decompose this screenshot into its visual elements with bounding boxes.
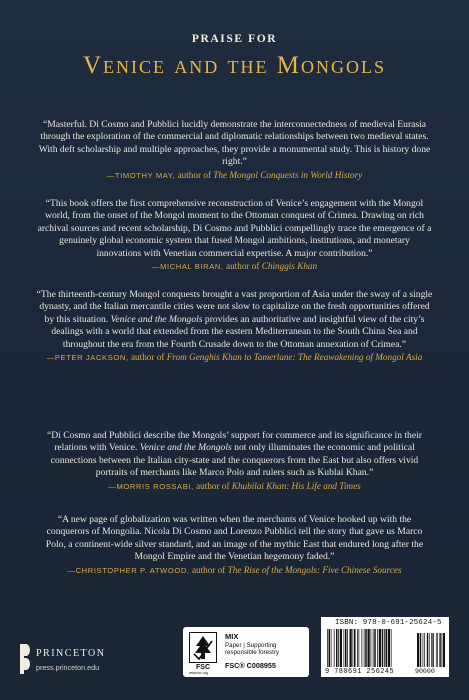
barcode-bar bbox=[371, 629, 372, 667]
barcode-bars bbox=[327, 629, 445, 669]
blurb-book-title: Venice and the Mongols bbox=[110, 313, 203, 325]
blurb-text: “This book offers the first comprehensive reconstruction of Venice’s engagement with the Mongol world, from the onset of the Mongol moment to the Ottoman conquest of Crimea. Drawing on rich archival sources and recent scholarship, Di Cosmo and Pubblici compellingly trace the emergence of a genuinely global economic system that fused Mongol ambitions, institutions, and monetary innovations with Venetian commercial expertise. A major contribution.” bbox=[37, 198, 432, 259]
blurb-work: The Mongol Conquests in World History bbox=[213, 169, 363, 180]
barcode-bar bbox=[350, 629, 352, 667]
fsc-code: FSC® C008955 bbox=[225, 661, 276, 670]
barcode-bar bbox=[334, 629, 335, 667]
barcode-bar bbox=[364, 629, 365, 667]
fsc-url: www.fsc.org bbox=[189, 671, 208, 675]
barcode-bar bbox=[391, 629, 392, 667]
blurb-attribution bbox=[36, 480, 433, 493]
blurb-attribution bbox=[36, 260, 433, 273]
fsc-mix: MIX bbox=[225, 632, 239, 641]
barcode-bar bbox=[365, 629, 367, 667]
publisher-url: press.princeton.edu bbox=[36, 663, 100, 672]
blurb-author-of: author of bbox=[128, 352, 167, 363]
barcode-bar bbox=[338, 629, 339, 667]
barcode-addon-bar bbox=[443, 633, 445, 667]
blurb-work: The Rise of the Mongols: Five Chinese Sources bbox=[227, 564, 402, 575]
fsc-paper-text: Paper | Supporting responsible forestry bbox=[225, 642, 279, 657]
fsc-label bbox=[183, 627, 309, 677]
blurb-work: Chinggis Khan bbox=[261, 261, 318, 272]
barcode-bar bbox=[354, 629, 356, 667]
blurb-attribution bbox=[36, 351, 433, 364]
barcode-bar bbox=[384, 629, 385, 667]
blurb-text-start: “Di Cosmo and Pubblici describe the Mongols’ support for commerce and its significance in their relations with Venice. bbox=[47, 430, 422, 454]
barcode-bar bbox=[362, 629, 363, 667]
barcode-bar bbox=[331, 629, 332, 667]
barcode-addon-bar bbox=[431, 633, 432, 667]
barcode-addon-bar bbox=[429, 633, 430, 667]
blurb-author-of: author of bbox=[193, 480, 232, 491]
barcode-addon-bar bbox=[424, 633, 425, 667]
isbn-text: ISBN: 978-0-691-25624-5 bbox=[335, 619, 442, 627]
blurb-jackson bbox=[36, 289, 433, 364]
barcode-addon-bar bbox=[442, 633, 443, 667]
blurb-author: —PETER JACKSON, bbox=[46, 353, 129, 363]
blurb-text-end: provides an authoritative and insightful view of the city’s dealings with a world that extended from the eastern Mediterranean to the South China Sea and throughout the era from the Fourth Crusade down to the Ottoman annexation of Crimea.” bbox=[51, 313, 425, 350]
barcode-bar bbox=[359, 629, 360, 667]
barcode-bar bbox=[344, 629, 345, 667]
barcode-bar bbox=[357, 629, 358, 667]
blurb-biran bbox=[36, 198, 433, 273]
barcode-bar bbox=[382, 629, 384, 667]
praise-for-heading: PRAISE FOR bbox=[191, 33, 278, 45]
publisher-name: PRINCETON bbox=[36, 648, 106, 659]
barcode-addon-bar bbox=[432, 633, 433, 667]
blurb-work: Khubilai Khan: His Life and Times bbox=[231, 480, 361, 491]
blurb-author: —MICHAL BIRAN, bbox=[151, 262, 224, 272]
blurb-text-start: “The thirteenth-century Mongol conquests brought a vast proportion of Asia under the sway of a single dynasty, and the Italian mercantile cities were not slow to capitalize on the fresh opportunities offered by this situation. bbox=[36, 289, 433, 325]
blurb-text-end: not only illuminates the economic and political connections between the Italian city-state and the conquerors from the East but also offers vivid portraits of merchants like Marco Polo and rulers such as Kublai Khan.” bbox=[50, 442, 419, 479]
barcode-addon-bar bbox=[420, 633, 421, 667]
blurb-atwood bbox=[36, 514, 433, 577]
barcode-addon-bar bbox=[427, 633, 428, 667]
blurb-may bbox=[36, 119, 433, 182]
blurb-author-of: author of bbox=[189, 564, 228, 575]
blurb-author: —CHRISTOPHER P. ATWOOD, bbox=[67, 565, 190, 575]
barcode-bar bbox=[373, 629, 374, 667]
barcode-bar bbox=[345, 629, 347, 667]
barcode-addon-bar bbox=[423, 633, 424, 667]
blurb-work: From Genghis Khan to Tamerlane: The Reawakening of Mongol Asia bbox=[166, 352, 423, 363]
barcode-bar bbox=[336, 629, 338, 667]
barcode-bar bbox=[347, 629, 348, 667]
blurb-attribution bbox=[36, 169, 433, 182]
blurb-text: “Masterful. Di Cosmo and Pubblici lucidly demonstrate the interconnectedness of medieval Eurasia through the exploration of the commercial and diplomatic relationships between two medieval states. With deft scholarship and multiple approaches, they provide a monumental study. This is history done right.” bbox=[38, 119, 431, 168]
barcode-bar bbox=[340, 629, 342, 667]
blurb-author-of: author of bbox=[175, 169, 214, 180]
isbn-barcode bbox=[321, 617, 449, 677]
price-addon-digits: 90000 bbox=[415, 668, 435, 675]
blurb-book-title: Venice and the Mongols bbox=[139, 442, 232, 454]
barcode-bar bbox=[386, 629, 388, 667]
blurb-attribution bbox=[36, 564, 433, 577]
blurb-rossabi bbox=[36, 430, 433, 493]
barcode-bar bbox=[329, 629, 331, 667]
barcode-addon-bar bbox=[417, 633, 419, 667]
princeton-logo-icon bbox=[20, 644, 30, 674]
barcode-bar bbox=[377, 629, 378, 667]
barcode-bar bbox=[368, 629, 370, 667]
blurb-author: —MORRIS ROSSABI, bbox=[108, 481, 194, 491]
barcode-addon-bar bbox=[439, 633, 440, 667]
barcode-bar bbox=[379, 629, 381, 667]
barcode-addon-bar bbox=[436, 633, 437, 667]
blurb-author-of: author of bbox=[223, 261, 262, 272]
barcode-bar bbox=[327, 629, 328, 667]
fsc-tree-checkmark-icon bbox=[189, 632, 217, 672]
barcode-addon-bar bbox=[437, 633, 438, 667]
blurb-text: “A new page of globalization was written when the merchants of Venice hooked up with the conquerors of Mongolia. Nicola Di Cosmo and Lorenzo Pubblici tell the story that gave us Marco Polo, a continent-wide silver standard, and an image of the mythic East that endured long after the Mongol Empire and the Venetian hegemony faded.” bbox=[45, 514, 424, 563]
ean-digits: 9 780691 256245 bbox=[325, 668, 395, 676]
barcode-bar bbox=[388, 629, 390, 667]
fsc-logo-text: FSC bbox=[196, 664, 210, 671]
book-title: Venice and the Mongols bbox=[82, 52, 386, 79]
barcode-bar bbox=[353, 629, 354, 667]
barcode-bar bbox=[374, 629, 376, 667]
blurb-author: —TIMOTHY MAY, bbox=[106, 170, 176, 180]
